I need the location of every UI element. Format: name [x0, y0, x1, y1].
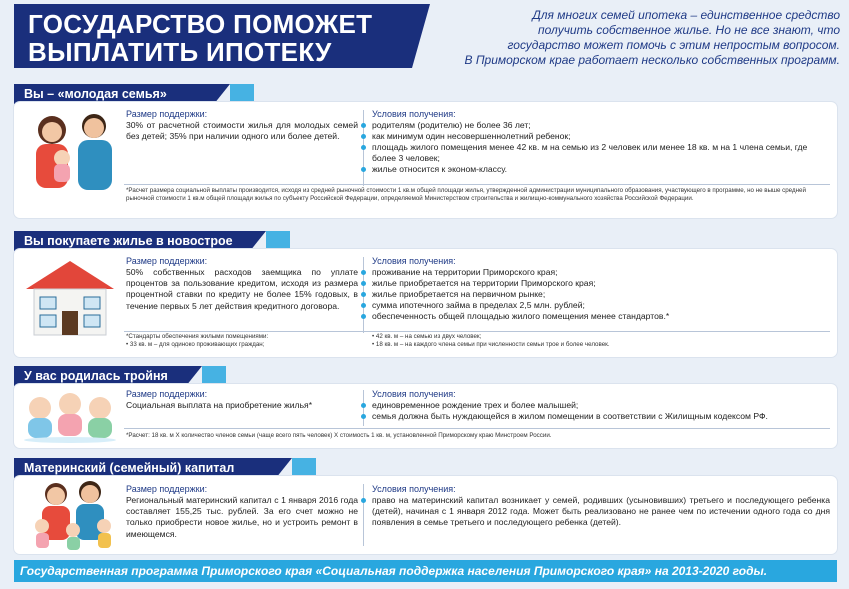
condition-item: проживание на территории Приморского края; [360, 267, 830, 278]
conditions-label: Условия получения: [372, 484, 456, 494]
support-label: Размер поддержки: [126, 484, 208, 494]
footnote: *Расчет: 18 кв. м Х количество членов семьи (чаще всего пять человек) Х стоимость 1 кв. м, установленной Приморскому краю Минстроем России. [126, 432, 552, 439]
house-icon [22, 255, 118, 339]
conditions-list [360, 400, 830, 422]
support-label: Размер поддержки: [126, 389, 208, 399]
condition-item: жилье приобретается на территории Приморского края; [360, 278, 830, 289]
section-card [14, 102, 837, 218]
intro-line: Для многих семей ипотека – единственное средство [532, 8, 840, 22]
conditions-list [360, 120, 830, 175]
support-text: 50% собственных расходов заемщика по уплате процентов за пользование кредитом, исходя из размера процентной ставки по кредиту не более 15% годовых, в течение первых 5 лет действия кредитного договора. [126, 267, 358, 311]
condition-item: родителям (родителю) не более 36 лет; [360, 120, 830, 131]
section-title: Вы – «молодая семья» [24, 87, 167, 101]
standards-note [126, 333, 356, 350]
intro-line: В Приморском крае работает несколько собственных программ. [464, 53, 840, 67]
section-card [14, 249, 837, 357]
support-text: Региональный материнский капитал с 1 января 2016 года составляет 155,25 тыс. рублей. За его счет можно не только приобрести новое жилье, но и устроить ремонт в имеющемся. [126, 495, 358, 539]
section-title: Материнский (семейный) капитал [24, 461, 235, 475]
section-title-bar [14, 366, 168, 386]
section-card [14, 384, 837, 448]
section-triplets [14, 366, 837, 448]
footer-banner: Государственная программа Приморского края «Социальная поддержка населения Приморского края» на 2013-2020 годы. [14, 560, 837, 582]
conditions-label: Условия получения: [372, 389, 456, 399]
large-family-icon [28, 478, 118, 552]
title-line-2: ВЫПЛАТИТЬ ИПОТЕКУ [28, 37, 332, 67]
conditions-list [360, 267, 830, 322]
section-title-bar [14, 84, 167, 104]
condition-item: сумма ипотечного займа в пределах 2,5 млн. рублей; [360, 300, 830, 311]
condition-item: право на материнский капитал возникает у семей, родивших (усыновивших) третьего и последующего ребенка (детей), начиная с 1 января 2012 года. Может быть реализовано не ранее чем по истечении одного года со дня появления в семье третьего и последующего ребенка (детей). [360, 495, 830, 528]
standards-title: *Стандарты обеспечения жилыми помещениями: [126, 333, 269, 340]
condition-item: единовременное рождение трех и более малышей; [360, 400, 830, 411]
conditions-label: Условия получения: [372, 109, 456, 119]
section-young-family [14, 84, 837, 218]
section-card [14, 476, 837, 554]
triplets-icon [22, 388, 118, 444]
section-title: Вы покупаете жилье в новострое [24, 234, 233, 248]
young-family-icon [22, 108, 122, 192]
conditions-label: Условия получения: [372, 256, 456, 266]
standards-note-right [372, 333, 832, 350]
standards-item: • 18 кв. м – на каждого члена семьи при численности семьи трое и более человек. [372, 341, 610, 349]
support-text: 30% от расчетной стоимости жилья для молодых семей без детей; 35% при наличии одного или более детей. [126, 120, 358, 142]
section-title-bar [14, 458, 234, 478]
support-label: Размер поддержки: [126, 109, 208, 119]
intro-line: государство может помочь с этим непростым вопросом. [507, 38, 840, 52]
section-title: У вас родилась тройня [24, 369, 168, 383]
section-new-building [14, 231, 837, 357]
footnote: *Расчет размера социальной выплаты производится, исходя из средней рыночной стоимости 1 кв.м общей площади жилья, утвержденной администрации муниципального образования, участвующего в программе, но не выше средней рыночной стоимости 1 кв.м общей площади жилья по субъекту Российской Федерации, определяемой Министерством строительства и жилищно-коммунального хозяйства Российской Федерации. [126, 187, 806, 203]
condition-item: площадь жилого помещения менее 42 кв. м на семью из 2 человек или менее 18 кв. м на 1 члена семьи, где более 3 человек; [360, 142, 830, 164]
support-text: Социальная выплата на приобретение жилья* [126, 400, 313, 410]
intro-line: получить собственное жилье. Но не все знают, что [538, 23, 840, 37]
condition-item: семья должна быть нуждающейся в жилом помещении в соответствии с Жилищным кодексом РФ. [360, 411, 830, 422]
intro-text [430, 8, 840, 68]
title-block [14, 4, 412, 68]
support-label: Размер поддержки: [126, 256, 208, 266]
condition-item: жилье приобретается на первичном рынке; [360, 289, 830, 300]
condition-item: как минимум один несовершеннолетний ребенок; [360, 131, 830, 142]
title-line-1: ГОСУДАРСТВО ПОМОЖЕТ [28, 9, 373, 39]
standards-item: • 33 кв. м – для одиноко проживающих граждан; [126, 341, 265, 349]
conditions-list [360, 495, 830, 528]
section-title-bar [14, 231, 233, 251]
condition-item: жилье относится к эконом-классу. [360, 164, 830, 175]
condition-item: обеспеченность общей площадью жилого помещения менее стандартов.* [360, 311, 830, 322]
section-maternity-capital [14, 458, 837, 554]
standards-item: • 42 кв. м – на семью из двух человек; [372, 333, 482, 340]
